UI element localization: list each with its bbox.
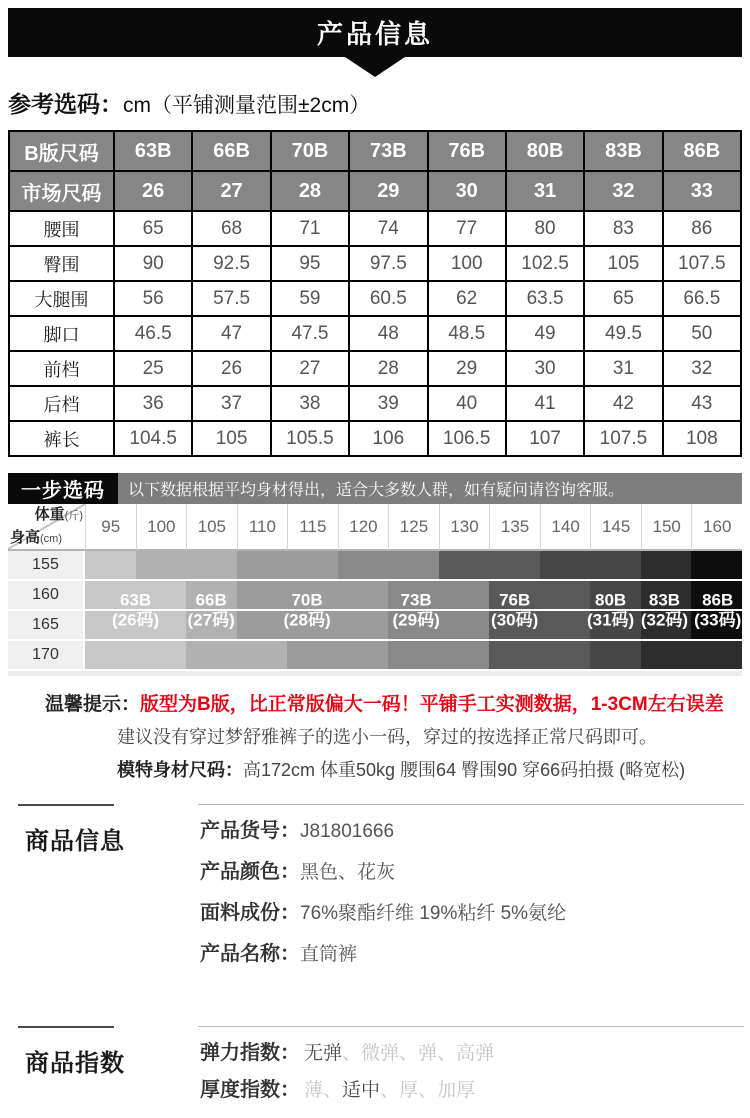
product-index-title: 商品指数 bbox=[25, 1050, 125, 1077]
info-row bbox=[200, 859, 566, 887]
tips-line-2: 建议没有穿过梦舒雅裤子的选小一码，穿过的按选择正常尺码即可。 bbox=[117, 727, 657, 747]
index-option-separator: 、 bbox=[418, 1080, 438, 1101]
weight-header-cell: 110 bbox=[237, 504, 288, 551]
info-row-label: 面料成份： bbox=[200, 902, 300, 924]
reference-size-heading bbox=[8, 86, 750, 119]
size-band-label: 80B (31码) bbox=[586, 590, 635, 629]
banner-arrow-down-icon bbox=[345, 57, 405, 77]
size-band-label: 86B (33码) bbox=[694, 590, 742, 629]
info-row bbox=[200, 900, 566, 928]
size-band-cell bbox=[388, 611, 439, 639]
measure-value: 107.5 bbox=[663, 246, 741, 281]
size-table-row bbox=[9, 211, 741, 246]
index-row-label: 弹力指数： bbox=[200, 1042, 300, 1064]
measure-value: 48 bbox=[349, 316, 427, 351]
measure-value: 83 bbox=[584, 211, 662, 246]
size-band-cell bbox=[540, 641, 591, 669]
size-table-header-cell: 76B bbox=[428, 131, 506, 171]
info-row-value: 黑色、花灰 bbox=[300, 862, 396, 883]
size-table-header-cell: 30 bbox=[428, 171, 506, 211]
measure-value: 65 bbox=[584, 281, 662, 316]
size-band-cell bbox=[489, 581, 540, 609]
reference-size-text: cm（平铺测量范围±2cm） bbox=[123, 94, 371, 117]
page-title-banner bbox=[8, 8, 742, 57]
measure-value: 28 bbox=[349, 351, 427, 386]
index-option-separator: 、 bbox=[399, 1043, 419, 1064]
size-band-cell bbox=[136, 611, 187, 639]
model-size-text: 高172cm 体重50kg 腰围64 臀围90 穿66码拍摄 (略宽松) bbox=[243, 760, 686, 780]
measure-label: 裤长 bbox=[9, 421, 114, 456]
measure-value: 92.5 bbox=[192, 246, 270, 281]
size-band-cell bbox=[85, 641, 136, 669]
size-band-cell bbox=[338, 611, 389, 639]
size-band-cell bbox=[237, 551, 288, 579]
size-table-header-cell: 66B bbox=[192, 131, 270, 171]
size-band-cell bbox=[237, 641, 288, 669]
weight-header-cell: 125 bbox=[388, 504, 439, 551]
reference-size-label: 参考选码： bbox=[8, 91, 123, 117]
measure-value: 27 bbox=[271, 351, 349, 386]
size-table-header-cell: 32 bbox=[584, 171, 662, 211]
size-band-cell bbox=[590, 641, 641, 669]
measure-value: 37 bbox=[192, 386, 270, 421]
measure-value: 108 bbox=[663, 421, 741, 456]
size-band-label: 83B (32码) bbox=[640, 590, 689, 629]
measure-value: 60.5 bbox=[349, 281, 427, 316]
size-band-cell bbox=[439, 611, 490, 639]
divider-right-line bbox=[198, 804, 744, 805]
measure-value: 65 bbox=[114, 211, 192, 246]
measure-value: 47 bbox=[192, 316, 270, 351]
measure-label: 后档 bbox=[9, 386, 114, 421]
size-table-header-row bbox=[9, 131, 741, 171]
size-band-cell bbox=[287, 551, 338, 579]
measure-value: 29 bbox=[428, 351, 506, 386]
size-band-cell bbox=[691, 641, 742, 669]
size-band-label: 63B (26码) bbox=[111, 590, 160, 629]
size-band-cell bbox=[136, 551, 187, 579]
index-option: 微弹 bbox=[361, 1043, 400, 1064]
size-table-header-cell: 33 bbox=[663, 171, 741, 211]
weight-axis-label: 体重(斤) bbox=[34, 506, 83, 523]
measure-value: 107 bbox=[506, 421, 584, 456]
measure-value: 38 bbox=[271, 386, 349, 421]
size-band-label: 76B (30码) bbox=[491, 590, 539, 629]
weight-header-cell: 120 bbox=[338, 504, 389, 551]
size-table-header-label: 市场尺码 bbox=[9, 171, 114, 211]
measure-value: 50 bbox=[663, 316, 741, 351]
measure-value: 41 bbox=[506, 386, 584, 421]
size-band-cell bbox=[540, 581, 591, 609]
height-header-cell: 165 bbox=[8, 611, 85, 641]
measure-value: 30 bbox=[506, 351, 584, 386]
one-step-note: 以下数据根据平均身材得出，适合大多数人群，如有疑问请咨询客服。 bbox=[118, 473, 742, 504]
size-table-header-row bbox=[9, 171, 741, 211]
height-header-cell: 155 bbox=[8, 551, 85, 581]
size-band-cell bbox=[691, 611, 742, 639]
size-band-cell bbox=[590, 611, 641, 639]
measure-value: 105 bbox=[192, 421, 270, 456]
size-band-cell bbox=[388, 641, 439, 669]
measure-value: 106.5 bbox=[428, 421, 506, 456]
measure-label: 臀围 bbox=[9, 246, 114, 281]
weight-header-cell: 115 bbox=[287, 504, 338, 551]
measure-value: 66.5 bbox=[663, 281, 741, 316]
measure-value: 62 bbox=[428, 281, 506, 316]
measure-value: 100 bbox=[428, 246, 506, 281]
index-option: 厚 bbox=[399, 1080, 419, 1101]
size-table-header-label: B版尺码 bbox=[9, 131, 114, 171]
size-table-header-cell: 29 bbox=[349, 171, 427, 211]
weight-header-cell: 95 bbox=[85, 504, 136, 551]
size-band-cell bbox=[237, 581, 288, 609]
index-option-separator: 、 bbox=[342, 1043, 362, 1064]
measure-value: 77 bbox=[428, 211, 506, 246]
measure-value: 39 bbox=[349, 386, 427, 421]
size-band-label: 70B (28码) bbox=[283, 590, 331, 629]
measure-value: 25 bbox=[114, 351, 192, 386]
measure-label: 前档 bbox=[9, 351, 114, 386]
size-band-cell bbox=[85, 611, 136, 639]
size-table-row bbox=[9, 316, 741, 351]
size-table-row bbox=[9, 351, 741, 386]
measure-value: 102.5 bbox=[506, 246, 584, 281]
size-table-header-cell: 28 bbox=[271, 171, 349, 211]
size-band-cell bbox=[136, 581, 187, 609]
size-band-cell bbox=[489, 551, 540, 579]
size-band-cell bbox=[237, 611, 288, 639]
grid-corner-cell bbox=[8, 504, 85, 551]
tips-highlight: 版型为B版，比正常版偏大一码！平铺手工实测数据，1-3CM左右误差 bbox=[140, 694, 724, 715]
info-row bbox=[200, 818, 566, 846]
measure-value: 86 bbox=[663, 211, 741, 246]
size-table-header-cell: 73B bbox=[349, 131, 427, 171]
measure-label: 大腿围 bbox=[9, 281, 114, 316]
size-band-cell bbox=[186, 641, 237, 669]
index-option-separator: 、 bbox=[380, 1080, 400, 1101]
measure-value: 56 bbox=[114, 281, 192, 316]
measure-value: 63.5 bbox=[506, 281, 584, 316]
measure-value: 104.5 bbox=[114, 421, 192, 456]
info-row-value: J81801666 bbox=[300, 821, 395, 842]
size-band-cell bbox=[641, 641, 692, 669]
measure-value: 49.5 bbox=[584, 316, 662, 351]
size-band-cell bbox=[388, 581, 439, 609]
size-table-header-cell: 86B bbox=[663, 131, 741, 171]
size-chart-table bbox=[8, 130, 742, 457]
size-band-label: 66B (27码) bbox=[187, 590, 235, 629]
page-title: 产品信息 bbox=[316, 19, 433, 49]
info-row bbox=[200, 941, 566, 969]
size-band-cell bbox=[85, 581, 136, 609]
index-option: 无弹 bbox=[304, 1043, 343, 1064]
size-band-cell bbox=[489, 611, 540, 639]
size-band-cell bbox=[186, 581, 237, 609]
tips-label: 温馨提示： bbox=[45, 694, 141, 715]
size-band-cell bbox=[186, 611, 237, 639]
measure-label: 腰围 bbox=[9, 211, 114, 246]
measure-value: 97.5 bbox=[349, 246, 427, 281]
measure-value: 68 bbox=[192, 211, 270, 246]
model-size-label: 模特身材尺码： bbox=[117, 760, 243, 780]
index-option-separator: 、 bbox=[323, 1080, 343, 1101]
measure-value: 31 bbox=[584, 351, 662, 386]
product-info-rows bbox=[200, 806, 566, 982]
product-index-rows bbox=[200, 1028, 494, 1114]
size-band-cell bbox=[540, 551, 591, 579]
index-row bbox=[200, 1077, 494, 1105]
measure-label: 脚口 bbox=[9, 316, 114, 351]
height-header-cell: 160 bbox=[8, 581, 85, 611]
size-band-cell bbox=[439, 581, 490, 609]
height-axis-label: 身高(cm) bbox=[10, 529, 63, 546]
size-band-cell bbox=[590, 581, 641, 609]
size-band-cell bbox=[641, 551, 692, 579]
tips-line-1 bbox=[45, 689, 742, 716]
index-option: 弹 bbox=[418, 1043, 438, 1064]
weight-header-cell: 160 bbox=[691, 504, 742, 551]
size-table-header-cell: 27 bbox=[192, 171, 270, 211]
measure-value: 43 bbox=[663, 386, 741, 421]
index-option-separator: 、 bbox=[437, 1043, 457, 1064]
measure-value: 95 bbox=[271, 246, 349, 281]
size-band-cell bbox=[439, 641, 490, 669]
grid-bottom-strip bbox=[8, 671, 742, 676]
weight-header-cell: 145 bbox=[590, 504, 641, 551]
one-step-grid-wrap bbox=[8, 504, 742, 671]
index-row bbox=[200, 1040, 494, 1068]
divider-right-line bbox=[198, 1026, 744, 1027]
weight-header-cell: 130 bbox=[439, 504, 490, 551]
size-band-cell bbox=[489, 641, 540, 669]
size-table-header-cell: 31 bbox=[506, 171, 584, 211]
size-table-row bbox=[9, 421, 741, 456]
size-band-cell bbox=[641, 581, 692, 609]
measure-value: 49 bbox=[506, 316, 584, 351]
size-band-cell bbox=[439, 551, 490, 579]
weight-header-cell: 135 bbox=[489, 504, 540, 551]
measure-value: 36 bbox=[114, 386, 192, 421]
weight-header-cell: 100 bbox=[136, 504, 187, 551]
size-band-cell bbox=[691, 581, 742, 609]
size-band-cell bbox=[540, 611, 591, 639]
product-index-section bbox=[0, 1026, 750, 1114]
measure-value: 105 bbox=[584, 246, 662, 281]
size-band-cell bbox=[388, 551, 439, 579]
size-table-header-cell: 26 bbox=[114, 171, 192, 211]
measure-value: 32 bbox=[663, 351, 741, 386]
tips-line-3 bbox=[117, 756, 742, 782]
index-row-label: 厚度指数： bbox=[200, 1079, 300, 1101]
measure-value: 59 bbox=[271, 281, 349, 316]
tips-block bbox=[45, 689, 742, 782]
size-table-row bbox=[9, 386, 741, 421]
size-table-row bbox=[9, 281, 741, 316]
measure-value: 42 bbox=[584, 386, 662, 421]
size-table-header-cell: 83B bbox=[584, 131, 662, 171]
product-info-title: 商品信息 bbox=[25, 828, 125, 855]
measure-value: 106 bbox=[349, 421, 427, 456]
index-option: 加厚 bbox=[437, 1080, 476, 1101]
size-band-label: 73B (29码) bbox=[392, 590, 440, 629]
info-row-value: 76%聚酯纤维 19%粘纤 5%氨纶 bbox=[300, 903, 567, 924]
measure-value: 46.5 bbox=[114, 316, 192, 351]
one-step-title: 一步选码 bbox=[8, 473, 118, 504]
measure-value: 47.5 bbox=[271, 316, 349, 351]
size-table-header-cell: 70B bbox=[271, 131, 349, 171]
index-option: 适中 bbox=[342, 1080, 381, 1101]
weight-header-cell: 140 bbox=[540, 504, 591, 551]
measure-value: 57.5 bbox=[192, 281, 270, 316]
measure-value: 80 bbox=[506, 211, 584, 246]
measure-value: 107.5 bbox=[584, 421, 662, 456]
size-band-cell bbox=[338, 551, 389, 579]
weight-header-cell: 150 bbox=[641, 504, 692, 551]
info-row-value: 直筒裤 bbox=[300, 944, 358, 965]
measure-value: 90 bbox=[114, 246, 192, 281]
one-step-header-bar bbox=[8, 473, 742, 504]
size-band-cell bbox=[338, 581, 389, 609]
size-band-cell bbox=[287, 611, 338, 639]
size-band-cell bbox=[287, 641, 338, 669]
size-band-cell bbox=[287, 581, 338, 609]
size-table-row bbox=[9, 246, 741, 281]
info-row-label: 产品货号： bbox=[200, 820, 300, 842]
size-band-cell bbox=[338, 641, 389, 669]
measure-value: 71 bbox=[271, 211, 349, 246]
size-band-cell bbox=[186, 551, 237, 579]
product-info-section bbox=[0, 804, 750, 982]
size-band-cell bbox=[691, 551, 742, 579]
index-option: 高弹 bbox=[456, 1043, 495, 1064]
size-band-cell bbox=[136, 641, 187, 669]
height-header-cell: 170 bbox=[8, 641, 85, 671]
size-band-cell bbox=[590, 551, 641, 579]
index-option: 薄 bbox=[304, 1080, 324, 1101]
weight-header-cell: 105 bbox=[186, 504, 237, 551]
measure-value: 40 bbox=[428, 386, 506, 421]
measure-value: 26 bbox=[192, 351, 270, 386]
size-table-header-cell: 80B bbox=[506, 131, 584, 171]
size-band-cell bbox=[641, 611, 692, 639]
size-table-header-cell: 63B bbox=[114, 131, 192, 171]
one-step-grid bbox=[8, 504, 742, 671]
info-row-label: 产品颜色： bbox=[200, 861, 300, 883]
measure-value: 74 bbox=[349, 211, 427, 246]
measure-value: 105.5 bbox=[271, 421, 349, 456]
size-band-cell bbox=[85, 551, 136, 579]
measure-value: 48.5 bbox=[428, 316, 506, 351]
info-row-label: 产品名称： bbox=[200, 943, 300, 965]
